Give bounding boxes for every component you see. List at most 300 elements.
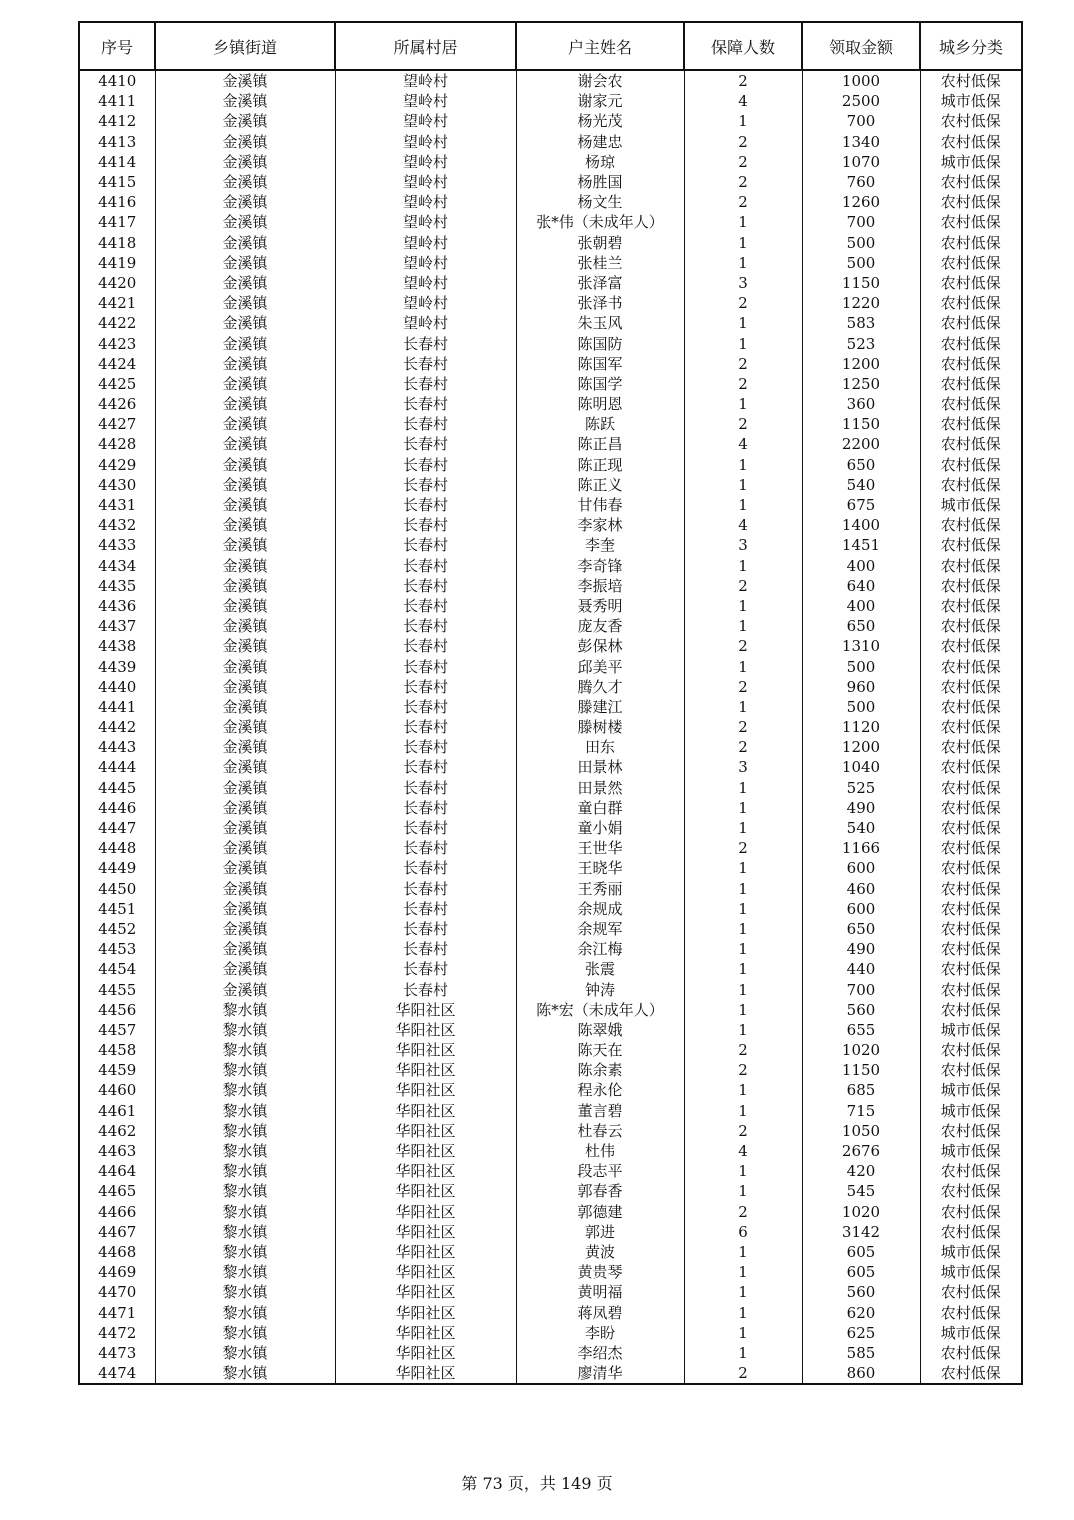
persons-cell: 2 [684, 414, 802, 434]
serial-cell: 4471 [79, 1302, 155, 1322]
householder-cell: 杨琼 [516, 152, 684, 172]
table-row [79, 455, 1022, 475]
village-cell: 望岭村 [335, 172, 516, 192]
village-cell: 长春村 [335, 616, 516, 636]
householder-cell: 童小娟 [516, 818, 684, 838]
village-cell: 长春村 [335, 737, 516, 757]
persons-cell: 3 [684, 535, 802, 555]
category-cell: 农村低保 [920, 333, 1022, 353]
serial-cell: 4443 [79, 737, 155, 757]
table-row [79, 212, 1022, 232]
category-cell: 农村低保 [920, 70, 1022, 91]
amount-cell: 460 [802, 879, 920, 899]
village-cell: 长春村 [335, 939, 516, 959]
header-category: 城乡分类 [920, 22, 1022, 70]
persons-cell: 1 [684, 879, 802, 899]
table-row [79, 576, 1022, 596]
village-cell: 华阳社区 [335, 1282, 516, 1302]
persons-cell: 1 [684, 1262, 802, 1282]
serial-cell: 4456 [79, 1000, 155, 1020]
township-cell: 黎水镇 [155, 1000, 335, 1020]
township-cell: 金溪镇 [155, 313, 335, 333]
township-cell: 金溪镇 [155, 212, 335, 232]
category-cell: 农村低保 [920, 596, 1022, 616]
amount-cell: 490 [802, 939, 920, 959]
table-row [79, 717, 1022, 737]
table-row [79, 1101, 1022, 1121]
amount-cell: 960 [802, 677, 920, 697]
township-cell: 金溪镇 [155, 979, 335, 999]
village-cell: 长春村 [335, 414, 516, 434]
persons-cell: 2 [684, 717, 802, 737]
table-row [79, 495, 1022, 515]
householder-cell: 张*伟（未成年人） [516, 212, 684, 232]
header-persons: 保障人数 [684, 22, 802, 70]
serial-cell: 4421 [79, 293, 155, 313]
amount-cell: 440 [802, 959, 920, 979]
serial-cell: 4468 [79, 1242, 155, 1262]
category-cell: 农村低保 [920, 233, 1022, 253]
serial-cell: 4453 [79, 939, 155, 959]
village-cell: 长春村 [335, 919, 516, 939]
table-row [79, 1202, 1022, 1222]
serial-cell: 4435 [79, 576, 155, 596]
township-cell: 金溪镇 [155, 757, 335, 777]
table-row [79, 858, 1022, 878]
householder-cell: 田景然 [516, 778, 684, 798]
township-cell: 金溪镇 [155, 434, 335, 454]
township-cell: 黎水镇 [155, 1121, 335, 1141]
amount-cell: 600 [802, 858, 920, 878]
amount-cell: 400 [802, 556, 920, 576]
village-cell: 长春村 [335, 899, 516, 919]
category-cell: 农村低保 [920, 1121, 1022, 1141]
village-cell: 长春村 [335, 455, 516, 475]
township-cell: 金溪镇 [155, 838, 335, 858]
householder-cell: 董言碧 [516, 1101, 684, 1121]
table-row [79, 737, 1022, 757]
serial-cell: 4465 [79, 1181, 155, 1201]
table-row [79, 1020, 1022, 1040]
table-row [79, 273, 1022, 293]
householder-cell: 张泽书 [516, 293, 684, 313]
householder-cell: 陈正昌 [516, 434, 684, 454]
category-cell: 农村低保 [920, 737, 1022, 757]
serial-cell: 4459 [79, 1060, 155, 1080]
village-cell: 长春村 [335, 979, 516, 999]
category-cell: 农村低保 [920, 818, 1022, 838]
category-cell: 农村低保 [920, 1060, 1022, 1080]
amount-cell: 525 [802, 778, 920, 798]
persons-cell: 1 [684, 233, 802, 253]
amount-cell: 1166 [802, 838, 920, 858]
serial-cell: 4414 [79, 152, 155, 172]
persons-cell: 1 [684, 1242, 802, 1262]
village-cell: 望岭村 [335, 152, 516, 172]
township-cell: 金溪镇 [155, 394, 335, 414]
amount-cell: 605 [802, 1262, 920, 1282]
amount-cell: 605 [802, 1242, 920, 1262]
persons-cell: 1 [684, 656, 802, 676]
persons-cell: 3 [684, 757, 802, 777]
category-cell: 城市低保 [920, 495, 1022, 515]
village-cell: 长春村 [335, 576, 516, 596]
serial-cell: 4423 [79, 333, 155, 353]
persons-cell: 2 [684, 132, 802, 152]
township-cell: 金溪镇 [155, 333, 335, 353]
village-cell: 望岭村 [335, 111, 516, 131]
category-cell: 农村低保 [920, 212, 1022, 232]
category-cell: 农村低保 [920, 313, 1022, 333]
category-cell: 农村低保 [920, 798, 1022, 818]
category-cell: 农村低保 [920, 717, 1022, 737]
category-cell: 农村低保 [920, 656, 1022, 676]
amount-cell: 1400 [802, 515, 920, 535]
category-cell: 城市低保 [920, 1262, 1022, 1282]
category-cell: 城市低保 [920, 1323, 1022, 1343]
amount-cell: 1150 [802, 414, 920, 434]
township-cell: 黎水镇 [155, 1363, 335, 1384]
category-cell: 农村低保 [920, 677, 1022, 697]
householder-cell: 程永伦 [516, 1080, 684, 1100]
persons-cell: 1 [684, 1323, 802, 1343]
page-number: 第 73 页，共 149 页 [461, 1474, 613, 1493]
table-row [79, 313, 1022, 333]
amount-cell: 625 [802, 1323, 920, 1343]
householder-cell: 李家林 [516, 515, 684, 535]
township-cell: 金溪镇 [155, 677, 335, 697]
village-cell: 长春村 [335, 374, 516, 394]
amount-cell: 655 [802, 1020, 920, 1040]
township-cell: 金溪镇 [155, 414, 335, 434]
township-cell: 黎水镇 [155, 1080, 335, 1100]
category-cell: 农村低保 [920, 899, 1022, 919]
persons-cell: 1 [684, 858, 802, 878]
amount-cell: 600 [802, 899, 920, 919]
persons-cell: 1 [684, 616, 802, 636]
householder-cell: 陈正现 [516, 455, 684, 475]
householder-cell: 黄明福 [516, 1282, 684, 1302]
township-cell: 金溪镇 [155, 939, 335, 959]
category-cell: 农村低保 [920, 535, 1022, 555]
village-cell: 华阳社区 [335, 1040, 516, 1060]
householder-cell: 钟涛 [516, 979, 684, 999]
householder-cell: 杨胜国 [516, 172, 684, 192]
persons-cell: 2 [684, 152, 802, 172]
amount-cell: 2500 [802, 91, 920, 111]
amount-cell: 500 [802, 233, 920, 253]
category-cell: 城市低保 [920, 1080, 1022, 1100]
persons-cell: 2 [684, 1202, 802, 1222]
persons-cell: 1 [684, 455, 802, 475]
householder-cell: 庞友香 [516, 616, 684, 636]
table-row [79, 677, 1022, 697]
amount-cell: 523 [802, 333, 920, 353]
township-cell: 金溪镇 [155, 475, 335, 495]
serial-cell: 4439 [79, 656, 155, 676]
amount-cell: 1040 [802, 757, 920, 777]
persons-cell: 1 [684, 979, 802, 999]
householder-cell: 滕建江 [516, 697, 684, 717]
village-cell: 长春村 [335, 838, 516, 858]
serial-cell: 4426 [79, 394, 155, 414]
householder-cell: 杜伟 [516, 1141, 684, 1161]
serial-cell: 4462 [79, 1121, 155, 1141]
householder-cell: 张朝碧 [516, 233, 684, 253]
township-cell: 黎水镇 [155, 1343, 335, 1363]
village-cell: 长春村 [335, 434, 516, 454]
table-body [79, 70, 1022, 1384]
householder-cell: 谢会农 [516, 70, 684, 91]
householder-cell: 邱美平 [516, 656, 684, 676]
householder-cell: 陈国军 [516, 354, 684, 374]
township-cell: 金溪镇 [155, 91, 335, 111]
persons-cell: 1 [684, 919, 802, 939]
township-cell: 金溪镇 [155, 858, 335, 878]
table-row [79, 132, 1022, 152]
table-row [79, 1040, 1022, 1060]
category-cell: 农村低保 [920, 919, 1022, 939]
serial-cell: 4430 [79, 475, 155, 495]
village-cell: 望岭村 [335, 293, 516, 313]
township-cell: 金溪镇 [155, 172, 335, 192]
category-cell: 农村低保 [920, 979, 1022, 999]
village-cell: 华阳社区 [335, 1161, 516, 1181]
category-cell: 农村低保 [920, 939, 1022, 959]
category-cell: 农村低保 [920, 1040, 1022, 1060]
serial-cell: 4458 [79, 1040, 155, 1060]
serial-cell: 4457 [79, 1020, 155, 1040]
householder-cell: 黄波 [516, 1242, 684, 1262]
householder-cell: 余规军 [516, 919, 684, 939]
village-cell: 长春村 [335, 717, 516, 737]
householder-cell: 陈翠娥 [516, 1020, 684, 1040]
householder-cell: 陈明恩 [516, 394, 684, 414]
persons-cell: 1 [684, 556, 802, 576]
table-row [79, 838, 1022, 858]
category-cell: 农村低保 [920, 636, 1022, 656]
amount-cell: 1020 [802, 1202, 920, 1222]
township-cell: 黎水镇 [155, 1282, 335, 1302]
table-row [79, 596, 1022, 616]
category-cell: 农村低保 [920, 838, 1022, 858]
householder-cell: 谢家元 [516, 91, 684, 111]
persons-cell: 1 [684, 1161, 802, 1181]
header-serial: 序号 [79, 22, 155, 70]
village-cell: 华阳社区 [335, 1262, 516, 1282]
village-cell: 长春村 [335, 333, 516, 353]
persons-cell: 1 [684, 818, 802, 838]
table-row [79, 798, 1022, 818]
serial-cell: 4417 [79, 212, 155, 232]
householder-cell: 余规成 [516, 899, 684, 919]
serial-cell: 4431 [79, 495, 155, 515]
category-cell: 城市低保 [920, 152, 1022, 172]
amount-cell: 640 [802, 576, 920, 596]
category-cell: 农村低保 [920, 556, 1022, 576]
table-row [79, 394, 1022, 414]
village-cell: 长春村 [335, 959, 516, 979]
table-row [79, 1242, 1022, 1262]
serial-cell: 4436 [79, 596, 155, 616]
header-householder: 户主姓名 [516, 22, 684, 70]
persons-cell: 4 [684, 434, 802, 454]
serial-cell: 4469 [79, 1262, 155, 1282]
householder-cell: 杨文生 [516, 192, 684, 212]
category-cell: 农村低保 [920, 172, 1022, 192]
category-cell: 农村低保 [920, 132, 1022, 152]
persons-cell: 1 [684, 495, 802, 515]
township-cell: 黎水镇 [155, 1181, 335, 1201]
village-cell: 华阳社区 [335, 1323, 516, 1343]
serial-cell: 4448 [79, 838, 155, 858]
persons-cell: 2 [684, 172, 802, 192]
township-cell: 金溪镇 [155, 535, 335, 555]
householder-cell: 滕树楼 [516, 717, 684, 737]
householder-cell: 陈正义 [516, 475, 684, 495]
persons-cell: 2 [684, 293, 802, 313]
township-cell: 金溪镇 [155, 455, 335, 475]
serial-cell: 4444 [79, 757, 155, 777]
category-cell: 农村低保 [920, 515, 1022, 535]
amount-cell: 2200 [802, 434, 920, 454]
township-cell: 黎水镇 [155, 1302, 335, 1322]
village-cell: 华阳社区 [335, 1363, 516, 1384]
amount-cell: 700 [802, 979, 920, 999]
householder-cell: 李盼 [516, 1323, 684, 1343]
category-cell: 农村低保 [920, 757, 1022, 777]
serial-cell: 4472 [79, 1323, 155, 1343]
category-cell: 农村低保 [920, 959, 1022, 979]
serial-cell: 4451 [79, 899, 155, 919]
serial-cell: 4433 [79, 535, 155, 555]
township-cell: 金溪镇 [155, 959, 335, 979]
township-cell: 金溪镇 [155, 596, 335, 616]
serial-cell: 4412 [79, 111, 155, 131]
serial-cell: 4434 [79, 556, 155, 576]
table-row [79, 1222, 1022, 1242]
township-cell: 黎水镇 [155, 1262, 335, 1282]
serial-cell: 4427 [79, 414, 155, 434]
amount-cell: 1120 [802, 717, 920, 737]
village-cell: 望岭村 [335, 233, 516, 253]
amount-cell: 500 [802, 656, 920, 676]
table-row [79, 939, 1022, 959]
township-cell: 金溪镇 [155, 111, 335, 131]
table-row [79, 1262, 1022, 1282]
table-row [79, 172, 1022, 192]
householder-cell: 陈国学 [516, 374, 684, 394]
village-cell: 望岭村 [335, 253, 516, 273]
persons-cell: 1 [684, 1020, 802, 1040]
persons-cell: 1 [684, 313, 802, 333]
serial-cell: 4432 [79, 515, 155, 535]
table-row [79, 919, 1022, 939]
table-row [79, 959, 1022, 979]
category-cell: 农村低保 [920, 697, 1022, 717]
amount-cell: 545 [802, 1181, 920, 1201]
header-village: 所属村居 [335, 22, 516, 70]
table-row [79, 374, 1022, 394]
amount-cell: 540 [802, 475, 920, 495]
amount-cell: 585 [802, 1343, 920, 1363]
township-cell: 金溪镇 [155, 515, 335, 535]
persons-cell: 6 [684, 1222, 802, 1242]
category-cell: 农村低保 [920, 778, 1022, 798]
table-row [79, 556, 1022, 576]
persons-cell: 1 [684, 253, 802, 273]
persons-cell: 1 [684, 333, 802, 353]
category-cell: 城市低保 [920, 1020, 1022, 1040]
householder-cell: 李奎 [516, 535, 684, 555]
township-cell: 金溪镇 [155, 737, 335, 757]
persons-cell: 2 [684, 1121, 802, 1141]
table-row [79, 354, 1022, 374]
persons-cell: 2 [684, 838, 802, 858]
category-cell: 农村低保 [920, 1000, 1022, 1020]
serial-cell: 4466 [79, 1202, 155, 1222]
category-cell: 城市低保 [920, 91, 1022, 111]
persons-cell: 1 [684, 475, 802, 495]
category-cell: 农村低保 [920, 1161, 1022, 1181]
village-cell: 华阳社区 [335, 1080, 516, 1100]
township-cell: 金溪镇 [155, 253, 335, 273]
township-cell: 黎水镇 [155, 1242, 335, 1262]
table-row [79, 1000, 1022, 1020]
serial-cell: 4424 [79, 354, 155, 374]
table-row [79, 475, 1022, 495]
table-row [79, 293, 1022, 313]
householder-cell: 段志平 [516, 1161, 684, 1181]
township-cell: 黎水镇 [155, 1141, 335, 1161]
householder-cell: 李绍杰 [516, 1343, 684, 1363]
category-cell: 农村低保 [920, 434, 1022, 454]
persons-cell: 1 [684, 1343, 802, 1363]
amount-cell: 1020 [802, 1040, 920, 1060]
table-row [79, 1121, 1022, 1141]
village-cell: 长春村 [335, 354, 516, 374]
table-row [79, 333, 1022, 353]
table-row [79, 535, 1022, 555]
village-cell: 望岭村 [335, 70, 516, 91]
township-cell: 金溪镇 [155, 233, 335, 253]
village-cell: 长春村 [335, 394, 516, 414]
table-row [79, 152, 1022, 172]
amount-cell: 360 [802, 394, 920, 414]
amount-cell: 1050 [802, 1121, 920, 1141]
persons-cell: 2 [684, 636, 802, 656]
householder-cell: 廖清华 [516, 1363, 684, 1384]
persons-cell: 2 [684, 1060, 802, 1080]
category-cell: 城市低保 [920, 1101, 1022, 1121]
serial-cell: 4474 [79, 1363, 155, 1384]
serial-cell: 4418 [79, 233, 155, 253]
village-cell: 长春村 [335, 475, 516, 495]
category-cell: 农村低保 [920, 858, 1022, 878]
township-cell: 金溪镇 [155, 354, 335, 374]
persons-cell: 2 [684, 1363, 802, 1384]
serial-cell: 4425 [79, 374, 155, 394]
township-cell: 金溪镇 [155, 374, 335, 394]
persons-cell: 1 [684, 939, 802, 959]
persons-cell: 1 [684, 798, 802, 818]
serial-cell: 4422 [79, 313, 155, 333]
householder-cell: 陈余素 [516, 1060, 684, 1080]
township-cell: 金溪镇 [155, 616, 335, 636]
householder-cell: 杜春云 [516, 1121, 684, 1141]
header-township: 乡镇街道 [155, 22, 335, 70]
village-cell: 长春村 [335, 798, 516, 818]
